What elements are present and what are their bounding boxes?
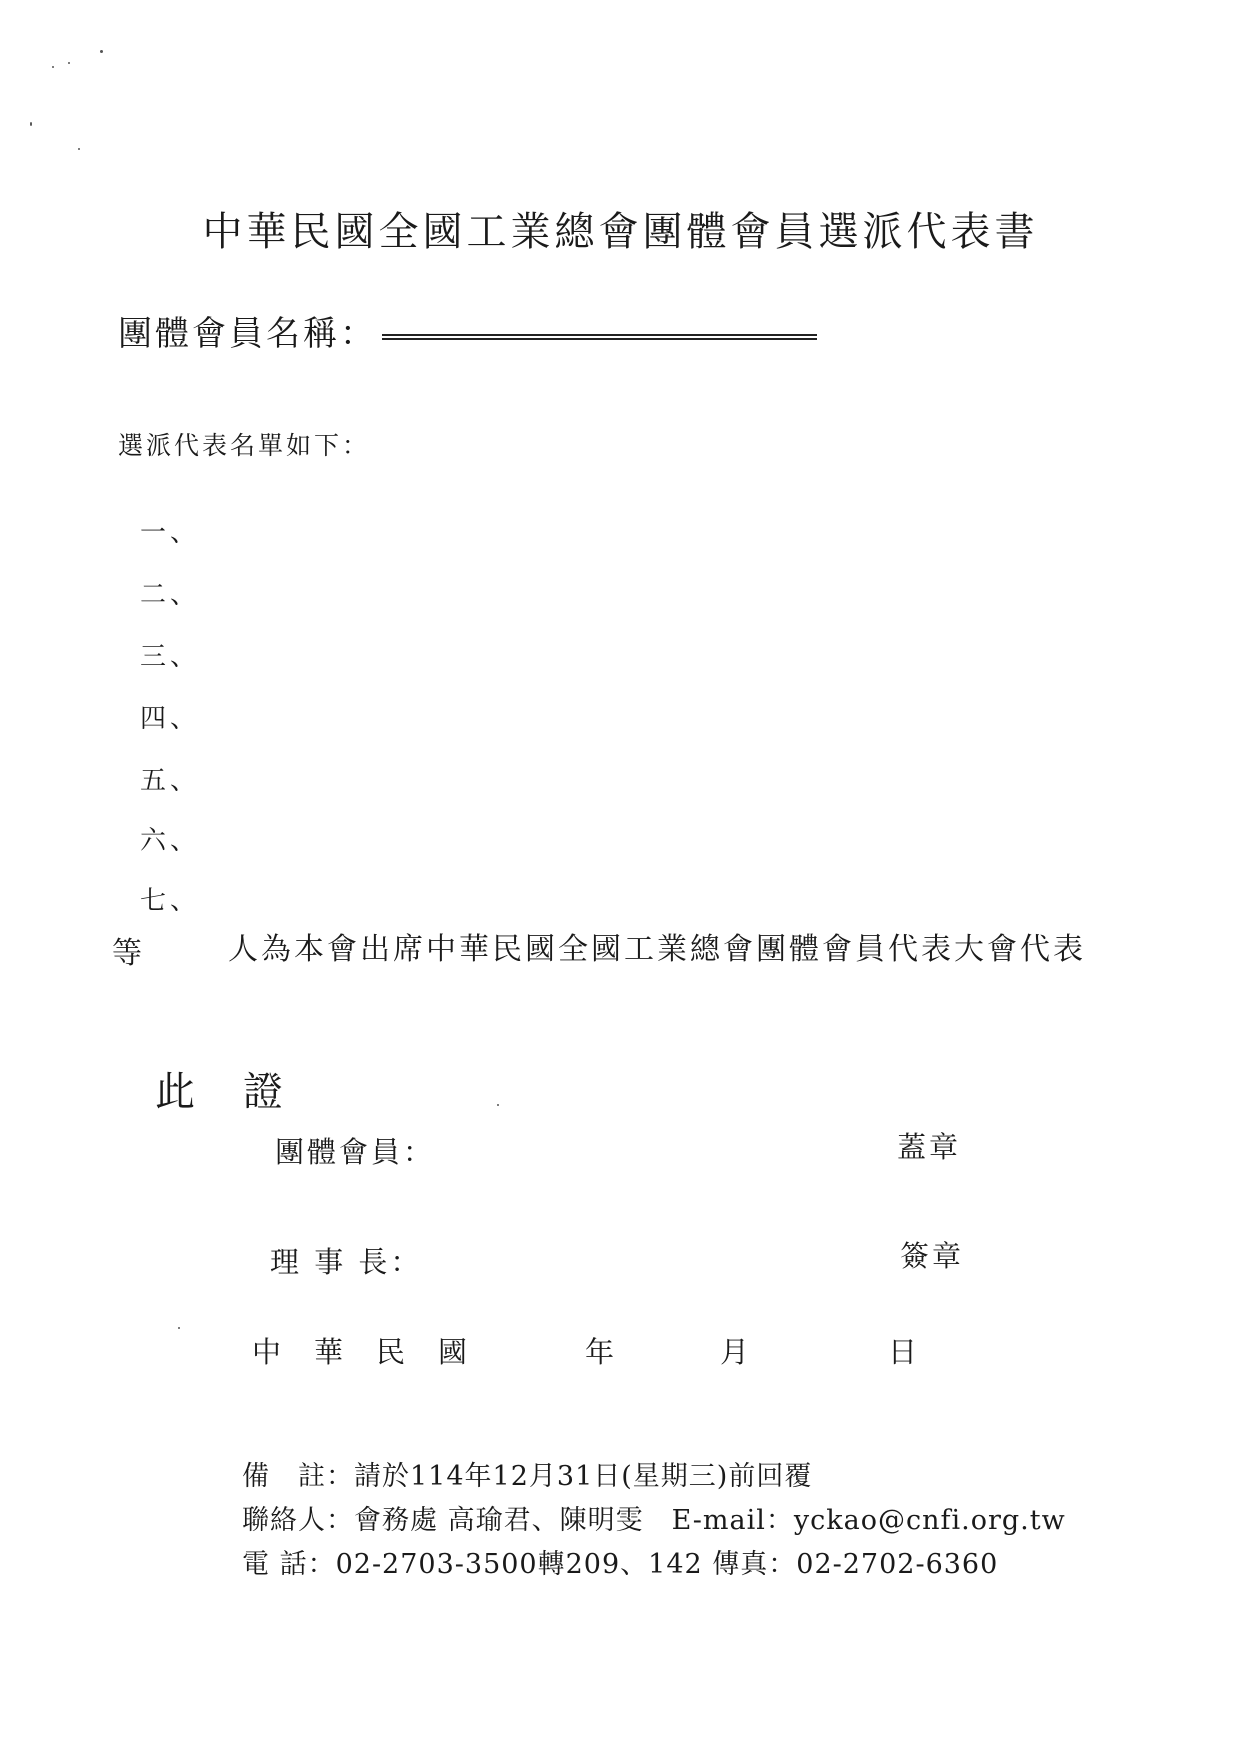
list-number-3: 三、 (140, 642, 201, 672)
scan-speck (52, 66, 54, 68)
chairman-stamp-label: 簽章 (900, 1239, 965, 1273)
etc-sentence: 人為本會出席中華民國全國工業總會團體會員代表大會代表 (228, 932, 1086, 967)
chairman-signature-label: 理 事 長： (270, 1245, 423, 1279)
member-name-label: 團體會員名稱： (118, 314, 377, 354)
attestation: 此 證 (155, 1069, 287, 1115)
note-remark: 備 註：請於114年12月31日(星期三)前回覆 (242, 1461, 813, 1492)
note-phone: 電 話：02-2703-3500轉209、142 傳真：02-2702-6360 (242, 1549, 999, 1580)
list-number-2: 二、 (140, 580, 201, 610)
scan-speck (78, 148, 80, 150)
date-month: 月 (720, 1335, 750, 1369)
etc-word: 等 (112, 936, 142, 971)
list-number-4: 四、 (140, 704, 201, 734)
list-number-1: 一、 (140, 518, 201, 548)
list-number-7: 七、 (140, 886, 201, 916)
date-era: 中 華 民 國 (252, 1335, 470, 1369)
list-number-6: 六、 (140, 826, 201, 856)
scan-speck (497, 1104, 499, 1106)
representative-list-intro: 選派代表名單如下： (118, 431, 371, 460)
date-day: 日 (888, 1335, 918, 1369)
scan-speck (68, 62, 70, 64)
scan-speck (100, 50, 103, 53)
scan-speck (178, 1327, 180, 1329)
scan-speck (30, 122, 32, 126)
date-year: 年 (585, 1335, 615, 1369)
note-contact: 聯絡人：會務處 高瑜君、陳明雯 E-mail：yckao@cnfi.org.tw (242, 1505, 1066, 1536)
document-title: 中華民國全國工業總會團體會員選派代表書 (202, 209, 1039, 255)
member-name-underline (382, 334, 817, 340)
member-signature-label: 團體會員： (275, 1135, 436, 1169)
list-number-5: 五、 (140, 766, 201, 796)
member-stamp-label: 蓋章 (897, 1130, 962, 1164)
